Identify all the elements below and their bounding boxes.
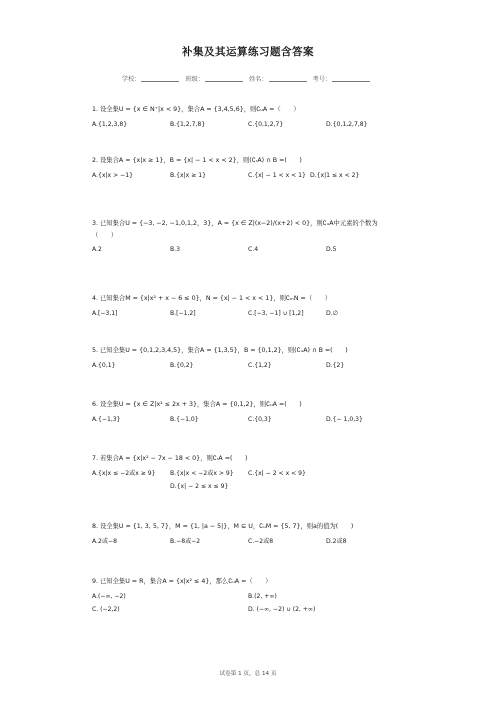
question-stem: 8. 设全集U = {1, 3, 5, 7}，M = {1, |a − 5|}，M ⊆ U，∁ᵤM = {5, 7}，则a的值为( ): [92, 523, 354, 530]
class-blank: [205, 75, 243, 82]
option-a: A.2或−8: [92, 538, 117, 545]
school-blank: [141, 75, 179, 82]
option-b: B.{1,2,7,8}: [170, 121, 206, 128]
question-5: [92, 346, 432, 370]
option-d: D.2或8: [326, 538, 347, 545]
question-2: [92, 156, 432, 180]
option-a: A.{x|x > −1}: [92, 172, 133, 179]
option-b: B.[−1,2]: [170, 310, 196, 317]
option-b: B.−8或−2: [170, 538, 201, 545]
option-c: C.−2或8: [248, 538, 274, 545]
question-stem: 6. 设全集U = {x ∈ Z|x² ≤ 2x + 3}，集合A = {0,1,2}，则∁ᵤA =( ): [92, 401, 302, 408]
option-d: D.{− 1,0,3}: [326, 416, 363, 423]
option-d: D.5: [326, 246, 337, 253]
option-c: C.[−3, −1] ∪ [1,2]: [248, 310, 304, 317]
question-8: [92, 522, 432, 546]
option-c: C.{x| − 2 < x < 9}: [248, 470, 306, 477]
options-row: [92, 171, 432, 180]
option-a: A.{1,2,3,8}: [92, 121, 128, 128]
option-d: D.∅: [326, 310, 338, 317]
options-row: [92, 361, 432, 370]
question-9: [92, 577, 432, 614]
question-stem: 7. 若集合A = {x|x² − 7x − 18 < 0}，则∁ᵣA =( ): [92, 455, 248, 462]
option-d: D.{0,1,2,7,8}: [326, 121, 368, 128]
question-stem-cont: （ ）: [92, 232, 118, 239]
option-c: C.{1,2}: [248, 362, 272, 369]
question-7: [92, 454, 432, 491]
options-row-2: [92, 605, 432, 614]
question-3: [92, 219, 432, 254]
option-a: A.2: [92, 246, 102, 253]
question-stem: 2. 设集合A = {x|x ≥ 1}，B = {x| − 1 < x < 2}，则(∁ᵣA) ∩ B =( ): [92, 157, 302, 164]
question-stem: 9. 已知全集U = R，集合A = {x|x² ≤ 4}，那么∁ᵤA =（ ）: [92, 578, 272, 585]
option-c: C.{0,1,2,7}: [248, 121, 284, 128]
question-stem: 1. 设全集U = {x ∈ N⁺|x < 9}，集合A = {3,4,5,6}，则∁ᵤA =（ ）: [92, 106, 300, 113]
option-a: A.{x|x ≤ −2或x ≥ 9}: [92, 470, 156, 477]
option-b: B.{x|x < −2或x > 9}: [170, 470, 234, 477]
question-4: [92, 294, 432, 318]
question-stem: 3. 已知集合U = {−3, −2, −1,0,1,2，3}，A = {x ∈ Z|(x−2)/(x+2) < 0}，则∁ᵤA中元素的个数为: [92, 220, 378, 227]
options-row: [92, 469, 432, 478]
option-c: C.{0,3}: [248, 416, 272, 423]
option-b: B.3: [170, 246, 180, 253]
option-b: B.{x|x ≥ 1}: [170, 172, 206, 179]
name-label: 姓名：: [248, 76, 268, 83]
name-blank: [269, 75, 307, 82]
options-row: [92, 537, 432, 546]
option-b: B.{0,2}: [170, 362, 194, 369]
options-row-2: [92, 482, 432, 491]
question-stem: 4. 已知集合M = {x|x² + x − 6 ≤ 0}，N = {x| − 1 < x < 1}，则∁ₘN =（ ）: [92, 295, 332, 302]
option-a: A.[−3,1]: [92, 310, 118, 317]
option-d: D.{x|1 ≤ x < 2}: [310, 172, 360, 179]
id-blank: [332, 75, 370, 82]
option-a: A.{0,1}: [92, 362, 116, 369]
options-row: [92, 309, 432, 318]
option-a: A.(−∞, −2): [92, 593, 126, 600]
option-a: A.{−1,3}: [92, 416, 121, 423]
options-row: [92, 120, 432, 129]
school-label: 学校：: [121, 76, 141, 83]
question-1: [92, 105, 432, 129]
page-footer: 试卷第 1 页，总 14 页: [219, 671, 277, 677]
option-c: C. (−2,2): [92, 606, 120, 613]
options-row: [92, 415, 432, 424]
option-c: C.{x| − 1 < x < 1}: [248, 172, 306, 179]
options-row: [92, 245, 432, 254]
option-d: D.{2}: [326, 362, 345, 369]
option-b: B.(2, +∞): [248, 593, 277, 600]
option-d: D.{x| − 2 ≤ x ≤ 9}: [170, 483, 229, 490]
option-d: D. (−∞, −2) ∪ (2, +∞): [248, 606, 316, 613]
page-title: 补集及其运算练习题含答案: [182, 46, 314, 58]
option-c: C.4: [248, 246, 259, 253]
class-label: 班级：: [185, 76, 205, 83]
options-row: [92, 592, 432, 601]
option-b: B.{−1,0}: [170, 416, 199, 423]
id-label: 考号：: [312, 76, 332, 83]
question-stem: 5. 已知全集U = {0,1,2,3,4,5}，集合A = {1,3,5}，B = {0,1,2}，则(∁ᵤA) ∩ B =( ): [92, 347, 348, 354]
student-info-line: [0, 74, 496, 83]
question-6: [92, 400, 432, 424]
